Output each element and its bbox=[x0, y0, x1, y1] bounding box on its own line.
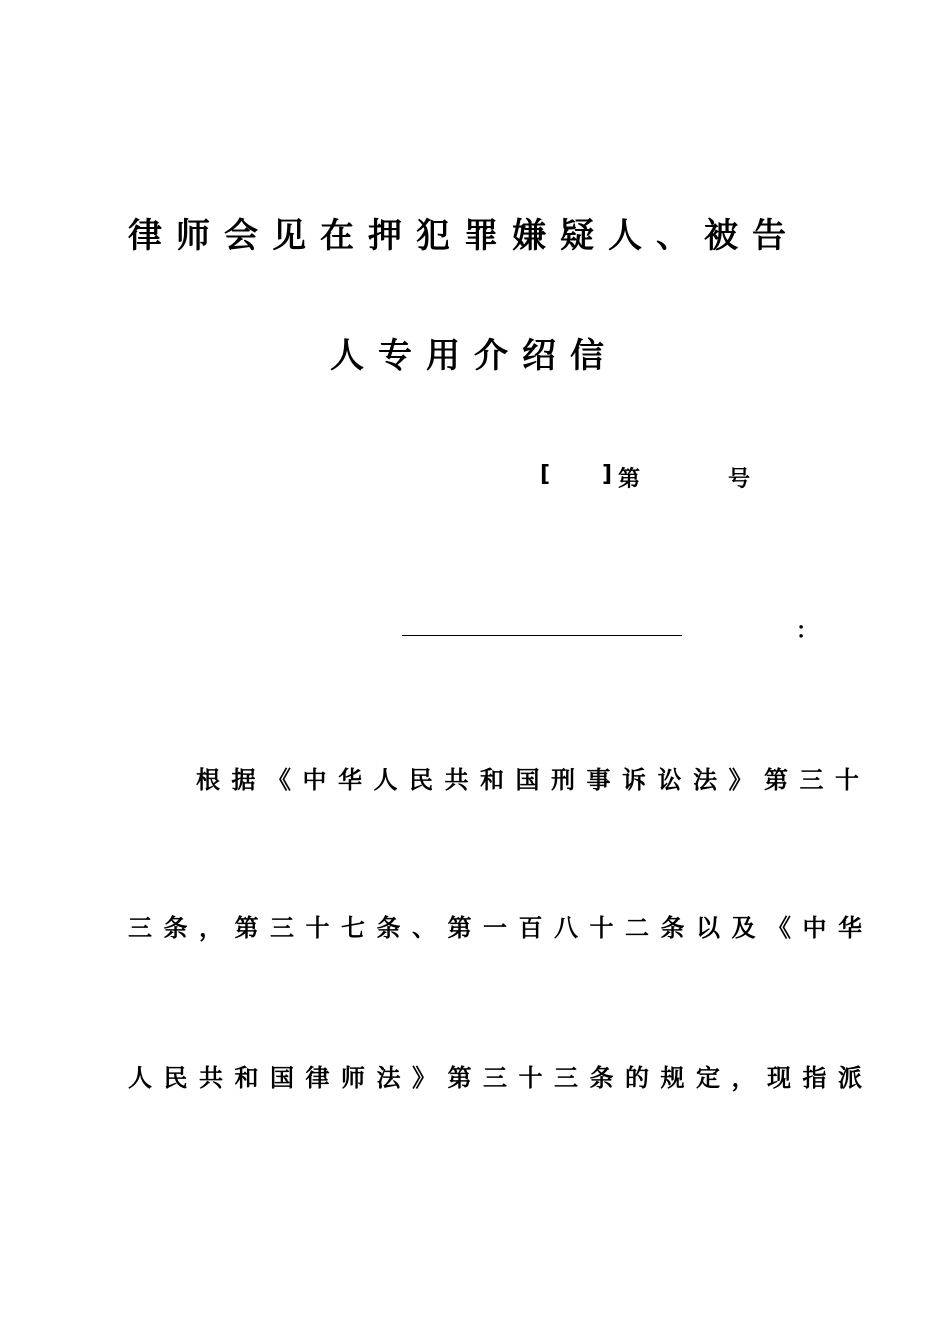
recipient-colon: ： bbox=[796, 619, 819, 644]
document-title-line-1: 律师会见在押犯罪嫌疑人、被告 bbox=[128, 216, 800, 256]
body-line-3: 人民共和国律师法》第三十三条的规定，现指派 bbox=[128, 1064, 874, 1092]
body-line-1: 根据《中华人民共和国刑事诉讼法》第三十 bbox=[196, 766, 871, 794]
number-bracket-close: ] bbox=[602, 462, 613, 487]
document-title-line-2: 人专用介绍信 bbox=[330, 336, 618, 376]
recipient-blank-line bbox=[402, 635, 682, 636]
number-suffix: 号 bbox=[728, 467, 751, 492]
number-prefix: 第 bbox=[618, 467, 641, 492]
number-bracket-open: [ bbox=[540, 462, 551, 487]
body-line-2: 三条，第三十七条、第一百八十二条以及《中华 bbox=[128, 914, 874, 942]
